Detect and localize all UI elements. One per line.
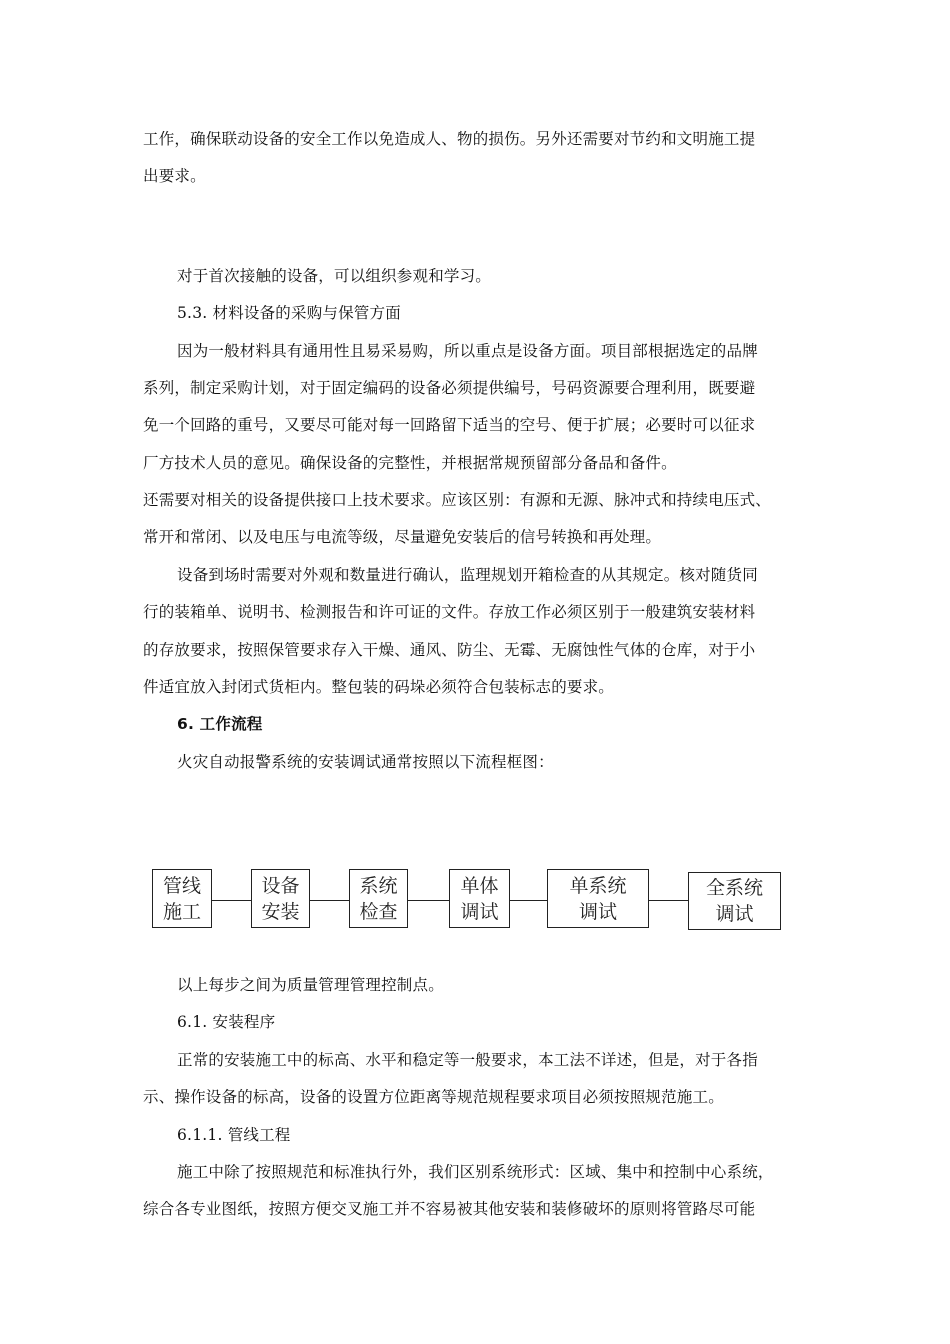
paragraph-line: 设备到场时需要对外观和数量进行确认，监理规划开箱检查的从其规定。核对随货同 (177, 566, 758, 584)
section-heading-6: 6. 工作流程 (177, 715, 263, 733)
section-heading-5-3: 5.3. 材料设备的采购与保管方面 (177, 304, 401, 322)
flow-step (547, 869, 649, 928)
paragraph-line: 免一个回路的重号，又要尽可能对每一回路留下适当的空号、便于扩展；必要时可以征求 (143, 416, 756, 434)
paragraph-line: 系列，制定采购计划，对于固定编码的设备必须提供编号，号码资源要合理利用，既要避 (143, 379, 756, 397)
section-heading-6-1-1: 6.1.1. 管线工程 (177, 1126, 291, 1144)
flow-step-label: 管线 (162, 874, 201, 897)
paragraph-line: 因为一般材料具有通用性且易采易购，所以重点是设备方面。项目部根据选定的品牌 (177, 342, 758, 360)
flow-step (688, 872, 781, 930)
paragraph-line: 厂方技术人员的意见。确保设备的完整性，并根据常规预留部分备品和备件。 (143, 454, 677, 472)
flow-step (449, 869, 510, 928)
paragraph-line: 正常的安装施工中的标高、水平和稳定等一般要求，本工法不详述，但是，对于各指 (177, 1051, 758, 1069)
paragraph-line: 常开和常闭、以及电压与电流等级，尽量避免安装后的信号转换和再处理。 (143, 528, 662, 546)
flow-step (349, 869, 408, 928)
paragraph-line: 示、操作设备的标高，设备的设置方位距离等规范规程要求项目必须按照规范施工。 (143, 1088, 724, 1106)
paragraph-line: 综合各专业图纸，按照方便交叉施工并不容易被其他安装和装修破坏的原则将管路尽可能 (143, 1200, 756, 1218)
paragraph-line: 还需要对相关的设备提供接口上技术要求。应该区别：有源和无源、脉冲式和持续电压式、 (143, 491, 772, 509)
paragraph-line: 工作，确保联动设备的安全工作以免造成人、物的损伤。另外还需要对节约和文明施工提 (143, 130, 756, 148)
flow-step-label: 调试 (715, 903, 754, 925)
paragraph-line: 件适宜放入封闭式货柜内。整包装的码垛必须符合包装标志的要求。 (143, 678, 615, 696)
flow-step-label: 检查 (359, 900, 398, 923)
flow-connector (211, 900, 251, 901)
flow-step-label: 调试 (578, 900, 617, 923)
flow-step-label: 系统 (359, 874, 398, 897)
paragraph-line: 火灾自动报警系统的安装调试通常按照以下流程框图： (177, 753, 554, 771)
flow-step-label: 施工 (162, 900, 201, 923)
paragraph-line: 对于首次接触的设备，可以组织参观和学习。 (177, 267, 492, 285)
flow-step-label: 调试 (460, 900, 499, 923)
paragraph-line: 的存放要求，按照保管要求存入干燥、通风、防尘、无霉、无腐蚀性气体的仓库，对于小 (143, 641, 756, 659)
flow-step-label: 单体 (460, 874, 499, 897)
flow-step (152, 869, 212, 928)
paragraph-line: 施工中除了按照规范和标准执行外，我们区别系统形式：区域、集中和控制中心系统， (177, 1163, 774, 1181)
paragraph-line: 出要求。 (143, 167, 206, 185)
flow-step-label: 全系统 (705, 877, 763, 899)
paragraph-line: 以上每步之间为质量管理管理控制点。 (177, 976, 444, 994)
flow-step-label: 安装 (261, 900, 300, 923)
flow-connector (309, 900, 349, 901)
flow-connector (407, 900, 449, 901)
flow-step-label: 单系统 (569, 874, 627, 897)
flow-connector (648, 900, 688, 901)
section-heading-6-1: 6.1. 安装程序 (177, 1013, 276, 1031)
flow-step-label: 设备 (261, 874, 300, 897)
flow-step (251, 869, 310, 928)
paragraph-line: 行的装箱单、说明书、检测报告和许可证的文件。存放工作必须区别于一般建筑安装材料 (143, 603, 756, 621)
flow-connector (509, 900, 547, 901)
